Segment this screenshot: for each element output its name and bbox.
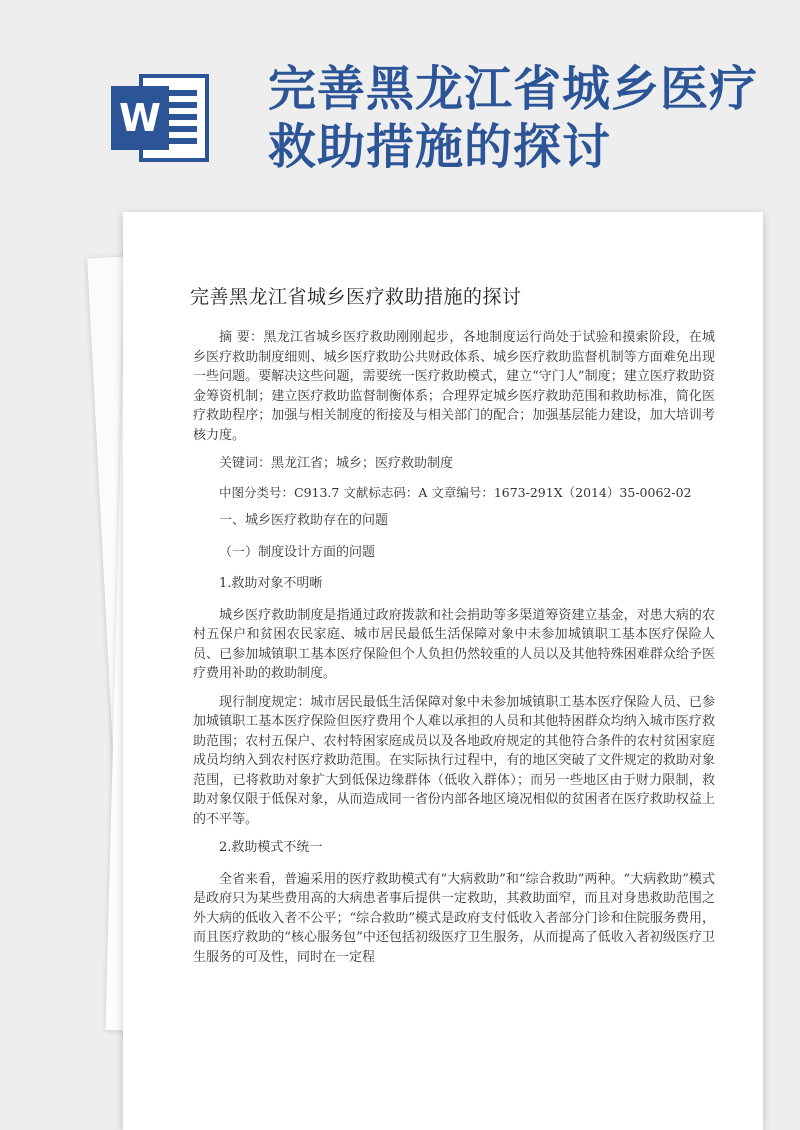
paragraph: 城乡医疗救助制度是指通过政府拨款和社会捐助等多渠道筹资建立基金，对患大病的农村五保户和贫困农民家庭、城市居民最低生活保障对象中未参加城镇职工基本医疗保险人员、已参加城镇职工基本医疗保险但个人负担仍然较重的人员以及其他特殊困难群众给予医疗费用补助的救助制度。 (193, 607, 715, 681)
document-body (193, 328, 715, 976)
subsection-heading: （一）制度设计方面的问题 (219, 544, 376, 560)
abstract: 摘 要：黑龙江省城乡医疗救助刚刚起步，各地制度运行尚处于试验和摸索阶段，在城乡医疗救助制度细则、城乡医疗救助公共财政体系、城乡医疗救助监督机制等方面难免出现一些问题。要解决这些问题，需要统一医疗救助模式，建立“守门人”制度；建立医疗救助资金筹资机制；建立医疗救助监督制衡体系；合理界定城乡医疗救助范围和救助标准，简化医疗救助程序；加强与相关制度的衔接及与相关部门的配合；加强基层能力建设，加大培训考核力度。 (193, 330, 715, 443)
header-title: 完善黑龙江省城乡医疗救助措施的探讨 (268, 61, 759, 175)
document-page (123, 212, 763, 1130)
classification: 中图分类号：C913.7 文献标志码：A 文章编号：1673-291X（2014）35-0062-02 (219, 484, 692, 500)
point-heading: 1.救助对象不明晰 (219, 576, 323, 591)
keywords: 关键词：黑龙江省；城乡；医疗救助制度 (219, 456, 454, 471)
paragraph: 现行制度规定：城市居民最低生活保障对象中未参加城镇职工基本医疗保险人员、已参加城镇职工基本医疗保险但医疗费用个人难以承担的人员和其他特困群众均纳入城市医疗救助范围；农村五保户、农村特困家庭成员以及各地政府规定的其他符合条件的农村贫困家庭成员均纳入到农村医疗救助范围。在实际执行过程中，有的地区突破了文件规定的救助对象范围，已将救助对象扩大到低保边缘群体（低收入群体）；而另一些地区由于财力限制，救助对象仅限于低保对象，从而造成同一省份内部各地区境况相似的贫困者在医疗救助权益上的不平等。 (193, 694, 715, 827)
paragraph: 全省来看，普遍采用的医疗救助模式有“大病救助”和“综合救助”两种。“大病救助”模式是政府只为某些费用高的大病患者事后提供一定救助，其救助面窄，而且对身患救助范围之外大病的低收入者不公平；“综合救助”模式是政府支付低收入者部分门诊和住院服务费用，而且医疗救助的“核心服务包”中还包括初级医疗卫生服务，从而提高了低收入者初级医疗卫生服务的可及性，同时在一定程 (193, 871, 715, 965)
logo-letter: W (119, 96, 161, 140)
word-logo-icon (107, 68, 217, 168)
section-heading: 一、城乡医疗救助存在的问题 (219, 513, 389, 528)
document-title: 完善黑龙江省城乡医疗救助措施的探讨 (190, 286, 522, 308)
point-heading: 2.救助模式不统一 (219, 840, 323, 855)
